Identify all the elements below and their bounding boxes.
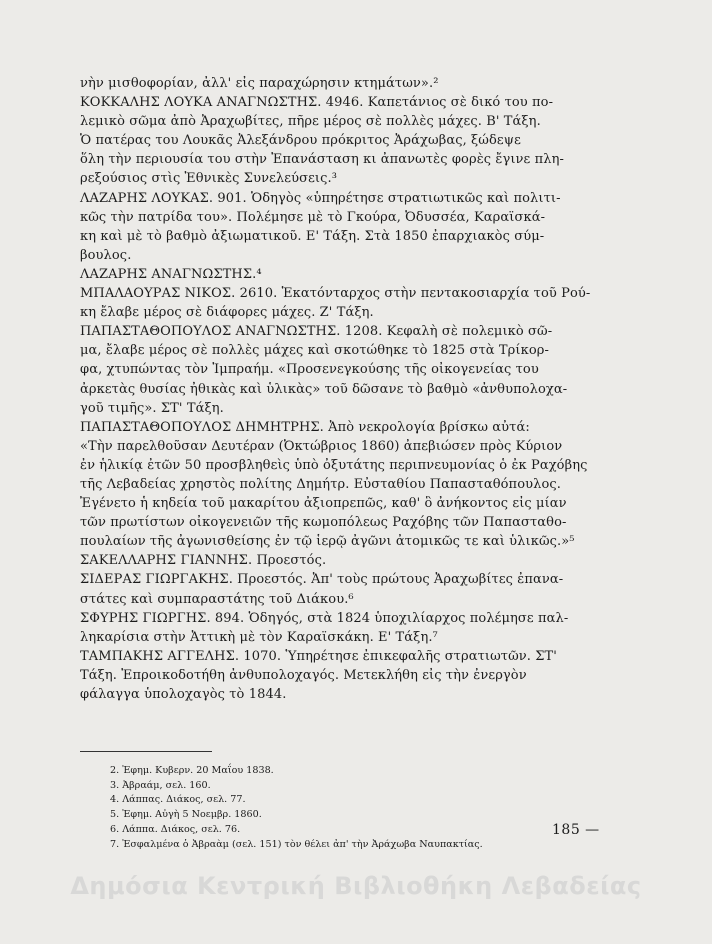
- text-line: ΚΟΚΚΑΛΗΣ ΛΟΥΚΑ ΑΝΑΓΝΩΣΤΗΣ. 4946. Καπετάνιος σὲ δικό του πο-: [80, 95, 554, 111]
- text-line: μα, ἔλαβε μέρος σὲ πολλὲς μάχες καὶ σκοτώθηκε τὸ 1825 στὰ Τρίκορ-: [80, 343, 550, 359]
- text-line: τῶν πρωτίστων οἰκογενειῶν τῆς κωμοπόλεως Ραχόβης τῶν Παπασταθο-: [80, 515, 567, 531]
- footnotes: [110, 764, 610, 852]
- text-line: νὴν μισθοφορίαν, ἀλλ' εἰς παραχώρησιν κτημάτων».²: [80, 76, 439, 91]
- footnote: 5. Ἐφημ. Αὐγὴ 5 Νοεμβρ. 1860.: [110, 809, 262, 821]
- footnote: 2. Ἐφημ. Κυβερν. 20 Μαΐου 1838.: [110, 765, 274, 776]
- footnote: 3. Ἀβραάμ, σελ. 160.: [110, 779, 211, 791]
- text-line: τῆς Λεβαδείας χρηστὸς πολίτης Δημήτρ. Εὐσταθίου Παπασταθόπουλος.: [80, 476, 562, 492]
- text-line: κη ἔλαβε μέρος σὲ διάφορες μάχες. Ζ' Τάξη.: [80, 305, 374, 321]
- text-line: γοῦ τιμῆς». ΣΤ' Τάξη.: [80, 400, 224, 416]
- text-line: λεμικὸ σῶμα ἀπὸ Ἀραχωβίτες, πῆρε μέρος σὲ πολλὲς μάχες. Β' Τάξη.: [80, 114, 541, 130]
- library-watermark: Δημόσια Κεντρική Βιβλιοθήκη Λεβαδείας: [70, 872, 642, 900]
- text-line: ληκαρίσια στὴν Ἀττικὴ μὲ τὸν Καραϊσκάκη. Ε' Τάξη.⁷: [80, 629, 438, 645]
- footnote: 6. Λάππα. Διάκος, σελ. 76.: [110, 823, 241, 835]
- text-line: Ὁ πατέρας του Λουκᾶς Ἀλεξάνδρου πρόκριτος Ἀράχωβας, ξώδεψε: [80, 133, 521, 149]
- footnote-divider: [80, 751, 212, 752]
- text-line: ρεξούσιος στὶς Ἐθνικὲς Συνελεύσεις.³: [80, 171, 338, 187]
- text-line: στάτες καὶ συμπαραστάτης τοῦ Διάκου.⁶: [80, 591, 354, 607]
- main-text: [80, 74, 628, 704]
- text-line: κῶς τὴν πατρίδα του». Πολέμησε μὲ τὸ Γκούρα, Ὀδυσσέα, Καραϊσκά-: [80, 209, 546, 225]
- text-line: φα, χτυπώντας τὸν Ἰμπραήμ. «Προσενεγκούσης τῆς οἰκογενείας του: [80, 362, 539, 378]
- text-line: ΣΙΔΕΡΑΣ ΓΙΩΡΓΑΚΗΣ. Προεστός. Ἀπ' τοὺς πρώτους Ἀραχωβίτες ἐπανα-: [80, 572, 564, 588]
- text-line: «Τὴν παρελθοῦσαν Δευτέραν (Ὀκτώβριος 1860) ἀπεβιώσεν πρὸς Κύριον: [80, 438, 563, 454]
- page-number: 185 —: [552, 822, 600, 838]
- footnote: 7. Ἐσφαλμένα ὁ Ἀβραὰμ (σελ. 151) τὸν θέλει ἀπ' τὴν Ἀράχωβα Ναυπακτίας.: [110, 838, 483, 850]
- footnote: 4. Λάππας. Διάκος, σελ. 77.: [110, 794, 246, 806]
- text-line: φάλαγγα ὑπολοχαγὸς τὸ 1844.: [80, 687, 287, 702]
- text-line: Τάξη. Ἐπροικοδοτήθη ἀνθυπολοχαγός. Μετεκλήθη εἰς τὴν ἐνεργὸν: [80, 667, 527, 683]
- text-line: Ἐγένετο ἡ κηδεία τοῦ μακαρίτου ἀξιοπρεπῶς, καθ' ὃ ἀνήκοντος εἰς μίαν: [80, 496, 567, 512]
- text-line: ΜΠΑΛΑΟΥΡΑΣ ΝΙΚΟΣ. 2610. Ἑκατόνταρχος στὴν πεντακοσιαρχία τοῦ Ρού-: [80, 286, 591, 302]
- text-line: ΠΑΠΑΣΤΑΘΟΠΟΥΛΟΣ ΑΝΑΓΝΩΣΤΗΣ. 1208. Κεφαλὴ σὲ πολεμικὸ σῶ-: [80, 324, 553, 340]
- text-line: ΣΑΚΕΛΛΑΡΗΣ ΓΙΑΝΝΗΣ. Προεστός.: [80, 553, 327, 569]
- text-line: πουλαίων τῆς ἀγωνισθείσης ἐν τῷ ἱερῷ ἀγῶνι ἀτομικῶς τε καὶ ὑλικῶς.»⁵: [80, 534, 575, 550]
- text-line: κη καὶ μὲ τὸ βαθμὸ ἀξιωματικοῦ. Ε' Τάξη. Στὰ 1850 ἐπαρχιακὸς σύμ-: [80, 228, 545, 244]
- text-line: ΛΑΖΑΡΗΣ ΛΟΥΚΑΣ. 901. Ὁδηγὸς «ὑπηρέτησε στρατιωτικῶς καὶ πολιτι-: [80, 190, 561, 206]
- text-line: βουλος.: [80, 247, 132, 263]
- text-line: ἀρκετὰς θυσίας ἠθικὰς καὶ ὑλικὰς» τοῦ δῶσανε τὸ βαθμὸ «ἀνθυπολοχα-: [80, 381, 568, 397]
- text-line: ΠΑΠΑΣΤΑΘΟΠΟΥΛΟΣ ΔΗΜΗΤΡΗΣ. Ἀπὸ νεκρολογία βρίσκω αὐτά:: [80, 419, 530, 435]
- text-line: ΤΑΜΠΑΚΗΣ ΑΓΓΕΛΗΣ. 1070. Ὑπηρέτησε ἐπικεφαλῆς στρατιωτῶν. ΣΤ': [80, 648, 557, 664]
- text-line: ΛΑΖΑΡΗΣ ΑΝΑΓΝΩΣΤΗΣ.⁴: [80, 266, 262, 282]
- text-line: ὅλη τὴν περιουσία του στὴν Ἐπανάσταση κι ἀπανωτὲς φορὲς ἔγινε πλη-: [80, 152, 564, 168]
- text-line: ΣΦΥΡΗΣ ΓΙΩΡΓΗΣ. 894. Ὁδηγός, στὰ 1824 ὑποχιλίαρχος πολέμησε παλ-: [80, 610, 569, 626]
- text-line: ἐν ἡλικίᾳ ἐτῶν 50 προσβληθεὶς ὑπὸ ὀξυτάτης περιπνευμονίας ὁ ἐκ Ραχόβης: [80, 457, 588, 473]
